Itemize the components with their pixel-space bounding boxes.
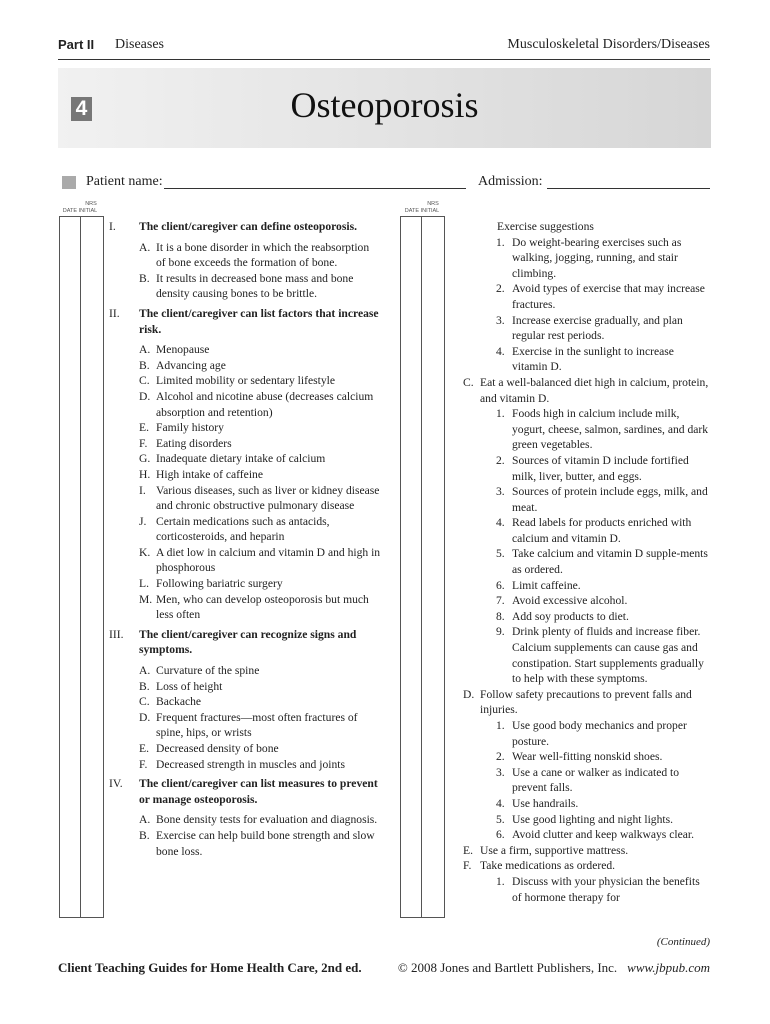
list-item: [139, 240, 381, 271]
item-marker: 2.: [496, 453, 505, 467]
left-column-content: [109, 219, 381, 863]
list-item: [480, 406, 712, 453]
admission-label: Admission:: [478, 174, 543, 189]
item-text: Alcohol and nicotine abuse (decreases calcium absorption and retention): [156, 389, 374, 419]
section-heading: The client/caregiver can list measures to prevent or manage osteoporosis.: [139, 777, 378, 806]
nrs-label: NRS: [427, 201, 439, 207]
list-item: [139, 358, 381, 374]
footer-right: [398, 960, 710, 976]
item-text: Frequent fractures—most often fractures of spine, hips, or wrists: [156, 710, 358, 740]
item-marker: C.: [463, 375, 474, 389]
list-item: [139, 389, 381, 420]
left-column-header: [58, 201, 102, 215]
running-header: [58, 37, 710, 57]
item-marker: 7.: [496, 594, 505, 608]
continued-note: (Continued): [656, 936, 710, 948]
item-text: Avoid clutter and keep walkways clear.: [512, 828, 694, 842]
item-text: Use handrails.: [512, 796, 579, 810]
list-item: [480, 624, 712, 686]
item-text: Decreased density of bone: [156, 742, 279, 755]
list-item: [480, 344, 712, 375]
item-text: It is a bone disorder in which the reabsorption of bone exceeds the formation of bone.: [156, 240, 370, 270]
list-item: [480, 281, 712, 312]
item-text: Advancing age: [156, 358, 226, 372]
section-number: II.: [109, 306, 120, 320]
initial-label: INITIAL: [420, 208, 440, 214]
item-text: Curvature of the spine: [156, 664, 260, 678]
item-marker: 9.: [496, 625, 505, 639]
item-text: Sources of protein include eggs, milk, and meat.: [512, 485, 708, 514]
item-marker: L.: [139, 577, 149, 591]
section-heading: The client/caregiver can list factors that increase risk.: [139, 306, 379, 336]
item-marker: 5.: [496, 812, 505, 826]
date-initial-label: [58, 208, 102, 215]
item-text: Eating disorders: [156, 436, 232, 450]
item-text: Use good body mechanics and proper posture.: [512, 719, 687, 748]
list-item: [480, 827, 712, 843]
list-item: [463, 858, 712, 874]
item-text: Loss of height: [156, 679, 223, 693]
section-heading: The client/caregiver can define osteoporosis.: [139, 220, 357, 233]
item-text: Use good lighting and night lights.: [512, 812, 674, 826]
list-item: [480, 515, 712, 546]
item-marker: B.: [139, 679, 150, 693]
item-text: Follow safety precautions to prevent falls and injuries.: [480, 687, 692, 717]
list-item: [139, 420, 381, 436]
item-text: Following bariatric surgery: [156, 577, 283, 591]
item-marker: A.: [139, 664, 151, 678]
list-item: [139, 679, 381, 695]
hatch-marker: [62, 176, 76, 189]
objective-section: [109, 776, 381, 859]
item-marker: B.: [139, 271, 150, 285]
part-label: Part II: [58, 37, 95, 52]
item-text: Family history: [156, 421, 224, 435]
patient-name-field[interactable]: [164, 188, 466, 189]
item-marker: B.: [139, 358, 150, 372]
item-text: High intake of caffeine: [156, 467, 263, 481]
item-marker: A.: [139, 343, 151, 357]
item-text: A diet low in calcium and vitamin D and high in phosphorous: [156, 545, 381, 575]
item-text: Backache: [156, 695, 202, 709]
item-marker: H.: [139, 467, 151, 481]
item-marker: 2.: [496, 750, 505, 764]
item-marker: 1.: [496, 235, 505, 249]
patient-row: [62, 174, 712, 196]
list-item: [139, 576, 381, 592]
item-marker: A.: [139, 240, 151, 254]
item-marker: K.: [139, 545, 151, 559]
list-item: [480, 219, 712, 235]
item-text: Avoid types of exercise that may increase fractures.: [512, 282, 705, 311]
item-marker: G.: [139, 452, 151, 466]
list-item: [480, 796, 712, 812]
list-item: [480, 546, 712, 577]
right-column-content: [463, 219, 712, 905]
list-item: [139, 467, 381, 483]
item-marker: B.: [139, 828, 150, 842]
patient-name-label: Patient name:: [86, 174, 163, 189]
list-item: [463, 843, 712, 859]
item-marker: 3.: [496, 313, 505, 327]
item-text: Exercise suggestions: [497, 220, 594, 233]
item-marker: C.: [139, 374, 150, 388]
left-checkbox-column[interactable]: [59, 216, 104, 918]
list-item: [139, 694, 381, 710]
item-text: Avoid excessive alcohol.: [512, 594, 628, 608]
left-column-divider: [80, 216, 81, 918]
objective-section: [109, 306, 381, 623]
item-marker: F.: [139, 436, 148, 450]
list-item: [139, 514, 381, 545]
item-text: Men, who can develop osteoporosis but much less often: [156, 592, 369, 622]
date-initial-label: [400, 208, 444, 215]
item-text: Limit caffeine.: [512, 578, 581, 592]
list-item: [139, 436, 381, 452]
copyright: © 2008 Jones and Bartlett Publishers, Inc.: [397, 960, 618, 975]
list-item: [139, 592, 381, 623]
item-marker: 2.: [496, 282, 505, 296]
item-marker: 6.: [496, 578, 505, 592]
list-item: [480, 874, 712, 905]
header-rule: [58, 59, 710, 60]
item-marker: 1.: [496, 407, 505, 421]
list-item: [139, 710, 381, 741]
item-text: Take calcium and vitamin D supple-ments as ordered.: [512, 547, 708, 577]
list-item: [480, 593, 712, 609]
date-label: DATE: [404, 208, 420, 214]
chapter-banner: [58, 68, 711, 148]
list-item: [480, 812, 712, 828]
item-marker: M.: [139, 592, 153, 606]
item-text: Take medications as ordered.: [480, 859, 616, 873]
item-text: Certain medications such as antacids, corticosteroids, and heparin: [156, 514, 330, 544]
item-marker: 3.: [496, 485, 505, 499]
item-marker: 6.: [496, 828, 505, 842]
item-marker: F.: [463, 859, 472, 873]
item-marker: 1.: [496, 719, 505, 732]
list-item: [480, 749, 712, 765]
date-label: DATE: [62, 208, 78, 214]
item-text: Add soy products to diet.: [512, 609, 629, 623]
objective-section: [109, 219, 381, 302]
list-item: [139, 828, 381, 859]
item-text: Sources of vitamin D include fortified milk, liver, butter, and eggs.: [512, 453, 689, 483]
section-number: I.: [109, 220, 116, 233]
item-marker: 4.: [496, 344, 505, 358]
item-marker: D.: [139, 389, 151, 403]
item-text: Use a cane or walker as indicated to prevent falls.: [512, 765, 680, 795]
list-item: [480, 578, 712, 594]
list-item: [463, 375, 712, 406]
footer-book-title: Client Teaching Guides for Home Health Care, 2nd ed.: [58, 960, 362, 975]
item-text: Discuss with your physician the benefits of hormone therapy for: [512, 874, 700, 904]
item-text: Decreased strength in muscles and joints: [156, 757, 345, 771]
item-marker: 4.: [496, 796, 505, 810]
item-marker: D.: [463, 687, 475, 701]
item-text: Do weight-bearing exercises such as walking, jogging, running, and stair climbing.: [512, 235, 682, 280]
list-item: [139, 757, 381, 773]
list-item: [139, 342, 381, 358]
item-text: Menopause: [156, 343, 210, 357]
publisher-url[interactable]: www.jbpub.com: [627, 960, 710, 975]
list-item: [480, 453, 712, 484]
item-marker: E.: [139, 742, 149, 755]
item-text: It results in decreased bone mass and bone density causing bones to be brittle.: [156, 271, 354, 301]
item-text: Drink plenty of fluids and increase fiber. Calcium supplements can cause gas and constipation. Start supplements gradually to help with these symptoms.: [512, 625, 704, 686]
item-text: Inadequate dietary intake of calcium: [156, 452, 326, 466]
item-text: Various diseases, such as liver or kidney disease and chronic obstructive pulmonary disease: [156, 483, 380, 513]
section-number: III.: [109, 627, 124, 641]
item-marker: E.: [139, 421, 149, 435]
right-column-header: [400, 201, 444, 215]
objective-section: [109, 627, 381, 772]
section-label: Diseases: [115, 37, 164, 52]
item-marker: C.: [139, 695, 150, 709]
item-text: Limited mobility or sedentary lifestyle: [156, 374, 336, 388]
section-number: IV.: [109, 777, 123, 791]
item-text: Exercise in the sunlight to increase vitamin D.: [512, 344, 674, 374]
chapter-number: 4: [71, 97, 92, 121]
item-marker: E.: [463, 843, 473, 857]
list-item: [463, 687, 712, 718]
item-text: Bone density tests for evaluation and diagnosis.: [156, 813, 378, 827]
list-item: [139, 663, 381, 679]
list-item: [480, 235, 712, 282]
list-item: [480, 765, 712, 796]
list-item: [139, 483, 381, 514]
list-item: [139, 373, 381, 389]
list-item: [480, 313, 712, 344]
list-item: [480, 484, 712, 515]
item-text: Eat a well-balanced diet high in calcium, protein, and vitamin D.: [480, 375, 709, 405]
item-marker: F.: [139, 757, 148, 771]
list-item: [139, 812, 381, 828]
item-marker: 4.: [496, 516, 505, 530]
item-marker: I.: [139, 483, 146, 497]
list-item: [480, 718, 712, 749]
item-marker: D.: [139, 710, 151, 724]
item-marker: 8.: [496, 609, 505, 623]
item-text: Increase exercise gradually, and plan regular rest periods.: [512, 313, 683, 343]
item-marker: 5.: [496, 547, 505, 561]
initial-label: INITIAL: [78, 208, 98, 214]
item-text: Wear well-fitting nonskid shoes.: [512, 750, 663, 764]
list-item: [139, 741, 381, 757]
list-item: [480, 609, 712, 625]
item-text: Read labels for products enriched with calcium and vitamin D.: [512, 516, 692, 545]
item-text: Foods high in calcium include milk, yogurt, cheese, salmon, sardines, and dark green vegetables.: [512, 407, 709, 452]
right-checkbox-column[interactable]: [400, 216, 445, 918]
item-text: Use a firm, supportive mattress.: [480, 843, 629, 857]
item-marker: A.: [139, 813, 151, 827]
section-heading: The client/caregiver can recognize signs and symptoms.: [139, 627, 357, 657]
nrs-label: NRS: [85, 201, 97, 207]
category-label: Musculoskeletal Disorders/Diseases: [507, 37, 710, 52]
list-item: [139, 545, 381, 576]
list-item: [139, 451, 381, 467]
item-marker: 3.: [496, 765, 505, 779]
item-marker: 1.: [496, 874, 505, 888]
right-column-divider: [421, 216, 422, 918]
item-text: Exercise can help build bone strength and slow bone loss.: [156, 828, 375, 858]
item-marker: J.: [139, 514, 147, 528]
admission-field[interactable]: [547, 188, 710, 189]
page-title: Osteoporosis: [290, 85, 479, 125]
list-item: [139, 271, 381, 302]
